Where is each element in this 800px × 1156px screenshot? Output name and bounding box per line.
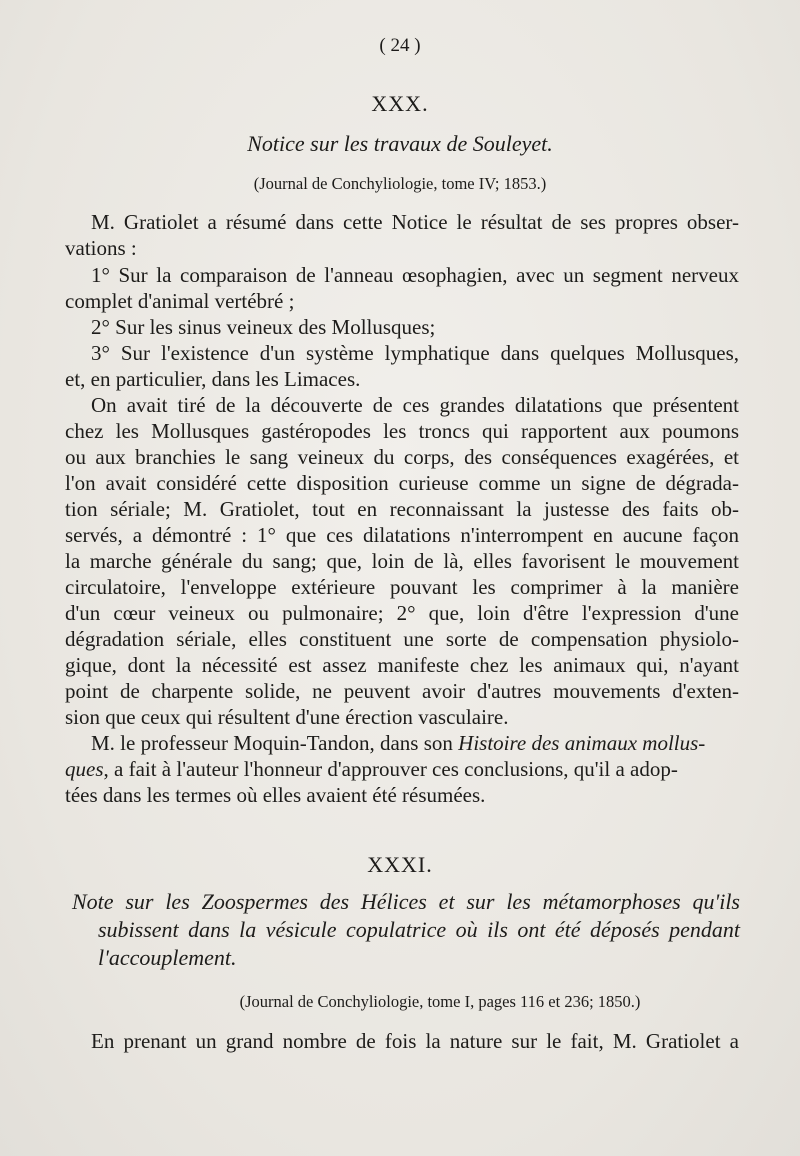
body-line: la marche générale du sang; que, loin de là, elles favorisent le mouvement	[65, 549, 739, 573]
body-line	[65, 757, 678, 781]
body-line: vations :	[65, 236, 137, 260]
section-source-xxxi: (Journal de Conchyliologie, tome I, pages 116 et 236; 1850.)	[239, 992, 641, 1011]
body-line: chez les Mollusques gastéropodes les troncs qui rapportent aux poumons	[65, 419, 739, 443]
section-title-line: Note sur les Zoospermes des Hélices et sur les métamorphoses qu'ils	[72, 889, 740, 914]
body-line: sion que ceux qui résultent d'une érection vasculaire.	[65, 705, 509, 729]
section-title-xxx: Notice sur les travaux de Souleyet.	[247, 131, 553, 156]
section-title-line: subissent dans la vésicule copulatrice où ils ont été déposés pendant	[98, 917, 740, 942]
body-line: d'un cœur veineux ou pulmonaire; 2° que, loin d'être l'expression d'une	[65, 601, 739, 625]
body-line: l'on avait considéré cette disposition curieuse comme un signe de dégrada-	[65, 471, 739, 495]
body-line: 1° Sur la comparaison de l'anneau œsophagien, avec un segment nerveux	[91, 263, 739, 287]
body-line: On avait tiré de la découverte de ces grandes dilatations que présentent	[91, 393, 739, 417]
body-line: et, en particulier, dans les Limaces.	[65, 367, 361, 391]
body-line: tion sériale; M. Gratiolet, tout en reconnaissant la justesse des faits ob-	[65, 497, 739, 521]
page-number: ( 24 )	[379, 35, 421, 56]
body-text: M. le professeur Moquin-Tandon, dans son	[91, 731, 459, 755]
body-line: point de charpente solide, ne peuvent avoir d'autres mouvements d'exten-	[65, 679, 739, 703]
body-line	[91, 731, 739, 755]
body-line: circulatoire, l'enveloppe extérieure pouvant les comprimer à la manière	[65, 575, 739, 599]
body-line: complet d'animal vertébré ;	[65, 289, 295, 313]
section-number-xxxi: XXXI.	[367, 852, 433, 877]
book-title: ques	[65, 757, 104, 781]
section-source-xxx: (Journal de Conchyliologie, tome IV; 1853.)	[253, 174, 547, 193]
body-line: En prenant un grand nombre de fois la nature sur le fait, M. Gratiolet a	[91, 1029, 739, 1053]
body-line: tées dans les termes où elles avaient été résumées.	[65, 783, 486, 807]
body-line: gique, dont la nécessité est assez manifeste chez les animaux qui, n'ayant	[65, 653, 739, 677]
body-line: 2° Sur les sinus veineux des Mollusques;	[91, 315, 436, 339]
body-line: 3° Sur l'existence d'un système lymphatique dans quelques Mollusques,	[91, 341, 739, 365]
body-line: ou aux branchies le sang veineux du corps, des conséquences exagérées, et	[65, 445, 739, 469]
book-title: Histoire des animaux mollus-	[458, 731, 706, 755]
section-title-line: l'accouplement.	[98, 945, 237, 970]
body-line: servés, a démontré : 1° que ces dilatations n'interrompent en aucune façon	[65, 523, 739, 547]
body-text: , a fait à l'auteur l'honneur d'approuver ces conclusions, qu'il a adop-	[103, 757, 678, 781]
section-number-xxx: XXX.	[371, 91, 429, 116]
body-line: M. Gratiolet a résumé dans cette Notice le résultat de ses propres obser-	[91, 210, 739, 234]
body-line: dégradation sériale, elles constituent une sorte de compensation physiolo-	[65, 627, 739, 651]
